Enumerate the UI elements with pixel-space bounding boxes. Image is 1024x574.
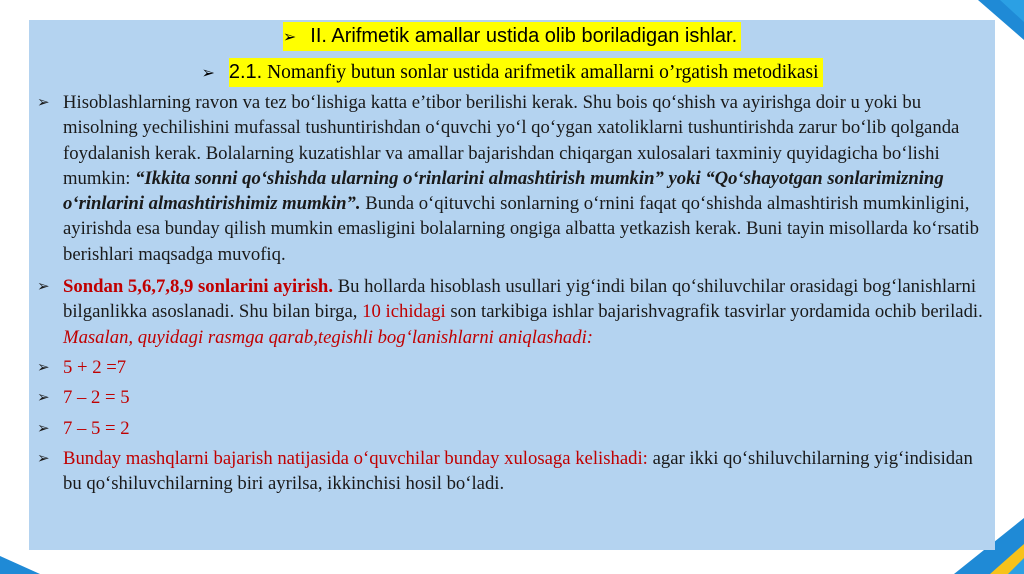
equation-3	[37, 416, 995, 441]
equation-2-text: 7 – 2 = 5	[63, 387, 130, 409]
section-title-highlight	[283, 22, 741, 51]
subsection-number: 2.1.	[228, 61, 263, 83]
content-panel	[29, 20, 995, 550]
arrow-bullet-icon: ➢	[37, 388, 50, 407]
subsection-title	[29, 58, 995, 87]
arrow-bullet-icon: ➢	[201, 63, 215, 82]
equation-1	[37, 355, 995, 380]
section-title	[29, 22, 995, 51]
arrow-bullet-icon: ➢	[37, 277, 50, 296]
paragraph-2-example-note: Masalan, quyidagi rasmga qarab,tegishli bog‘lanishlarni aniqlashadi:	[63, 326, 594, 348]
paragraph-2-text-cont: son tarkibiga ishlar bajarishvagrafik tasvirlar yordamida ochib beriladi.	[445, 301, 983, 323]
arrow-bullet-icon: ➢	[282, 27, 297, 46]
paragraph-3	[37, 446, 995, 497]
paragraph-1	[37, 90, 995, 267]
paragraph-2-heading: Sondan 5,6,7,8,9 sonlarini ayirish.	[63, 276, 334, 298]
paragraph-2-text: Bu hollarda hisoblash usullari yig‘indi bilan qo‘shiluvchilar orasidagi bog‘lanishlarni bilganlikka asoslanadi. Shu bilan birga,	[63, 276, 977, 323]
paragraph-2	[37, 274, 995, 350]
arrow-bullet-icon: ➢	[37, 418, 50, 437]
paragraph-2-red-text: 10 ichidagi	[362, 301, 446, 323]
paragraph-3-red-text: Bunday mashqlarni bajarish natijasida o‘quvchilar bunday xulosaga kelishadi:	[63, 447, 648, 469]
paragraph-3-text: agar ikki qo‘shiluvchilarning yig‘indisidan bu qo‘shiluvchilarning biri ayrilsa, ikkinchisi hosil bo‘ladi.	[63, 447, 973, 495]
paragraph-1-bold-quote: “Ikkita sonni qo‘shishda ularning o‘rinlarini almashtirish mumkin” yoki “Qo‘shayotgan sonlarimizning o‘rinlarini almashtirishimiz mumkin”.	[63, 167, 944, 215]
equation-3-text: 7 – 5 = 2	[63, 417, 130, 439]
arrow-bullet-icon: ➢	[37, 93, 50, 111]
subsection-title-text: Nomanfiy butun sonlar ustida arifmetik amallarni o’rgatish metodikasi	[262, 62, 819, 83]
arrow-bullet-icon: ➢	[37, 357, 50, 376]
arrow-bullet-icon: ➢	[37, 448, 50, 467]
body-text	[37, 90, 995, 496]
equation-1-text: 5 + 2 =7	[63, 356, 127, 378]
section-title-text: II. Arifmetik amallar ustida olib boriladigan ishlar.	[310, 25, 738, 47]
paragraph-1-text: Hisoblashlarning ravon va tez bo‘lishiga katta e’tibor berilishi kerak. Shu bois qo‘shish va ayirishga doir u yoki bu misolning yechilishini mufassal tushuntirishdan o‘quvchi yo‘l qo‘ygan xatoliklarni tushuntirishda zarur bo‘lib qolganda foydalanish kerak. Bolalarning kuzatishlar va amallar bajarishdan chiqargan xulosalari taxminiy quyidagicha bo‘lishi mumkin:	[63, 92, 960, 189]
subsection-title-highlight	[229, 58, 823, 87]
paragraph-1-text-end: Bunda o‘qituvchi sonlarning o‘rnini faqat qo‘shishda almashtirish mumkinligini, ayirishda esa bunday qilish mumkin emasligini bolalarning ongiga albatta yetkazish kerak. Buni tayin misollarda ko‘rsatib berishlari maqsadga muvofiq.	[63, 193, 979, 265]
equation-2	[37, 385, 995, 410]
